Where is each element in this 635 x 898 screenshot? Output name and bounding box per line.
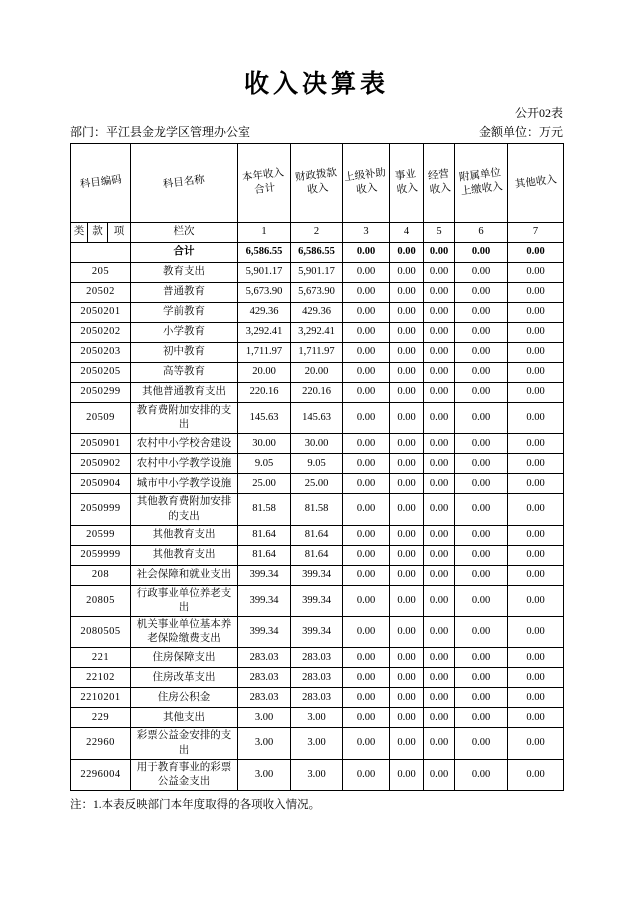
value-cell: 0.00 (343, 403, 390, 434)
value-cell: 0.00 (508, 323, 564, 343)
value-cell: 0.00 (390, 545, 424, 565)
table-note: 注：1.本表反映部门本年度取得的各项收入情况。 (70, 799, 321, 812)
name-cell: 用于教育事业的彩票公益金支出 (131, 759, 238, 790)
value-cell: 81.64 (291, 545, 343, 565)
value-cell: 0.00 (508, 303, 564, 323)
value-cell: 0.00 (455, 283, 508, 303)
value-cell: 9.05 (238, 454, 291, 474)
value-cell: 0.00 (424, 474, 455, 494)
header-col-number-5: 5 (424, 223, 455, 243)
table-row (71, 617, 564, 648)
value-cell: 0.00 (390, 565, 424, 585)
value-cell: 0.00 (424, 545, 455, 565)
value-cell: 0.00 (390, 668, 424, 688)
table-row (71, 688, 564, 708)
code-cell: 2050299 (71, 383, 131, 403)
value-cell: 0.00 (455, 494, 508, 525)
table-row (71, 565, 564, 585)
value-cell: 0.00 (343, 545, 390, 565)
code-cell (71, 243, 131, 263)
value-cell: 0.00 (455, 263, 508, 283)
name-cell: 学前教育 (131, 303, 238, 323)
value-cell: 20.00 (238, 363, 291, 383)
table-row (71, 323, 564, 343)
value-cell: 0.00 (390, 403, 424, 434)
value-cell: 3,292.41 (238, 323, 291, 343)
name-cell: 高等教育 (131, 363, 238, 383)
name-cell: 其他教育支出 (131, 545, 238, 565)
value-cell: 0.00 (455, 688, 508, 708)
value-cell: 0.00 (455, 454, 508, 474)
value-cell: 0.00 (424, 617, 455, 648)
value-cell: 0.00 (390, 688, 424, 708)
value-cell: 0.00 (390, 343, 424, 363)
header-col-number-7: 7 (508, 223, 564, 243)
code-cell: 2050201 (71, 303, 131, 323)
value-cell: 0.00 (343, 363, 390, 383)
value-cell: 0.00 (390, 494, 424, 525)
code-cell: 20502 (71, 283, 131, 303)
name-cell: 住房公积金 (131, 688, 238, 708)
value-cell: 0.00 (343, 454, 390, 474)
value-cell: 0.00 (455, 474, 508, 494)
name-cell: 住房保障支出 (131, 648, 238, 668)
name-cell: 初中教育 (131, 343, 238, 363)
value-cell: 0.00 (424, 565, 455, 585)
name-cell: 其他教育费附加安排的支出 (131, 494, 238, 525)
header-lanci: 栏次 (131, 223, 238, 243)
header-subject-code (71, 144, 131, 223)
code-cell: 20509 (71, 403, 131, 434)
value-cell: 0.00 (424, 283, 455, 303)
value-cell: 429.36 (238, 303, 291, 323)
header-subject-code-label: 科目编码 (78, 174, 122, 191)
meta-row (70, 125, 563, 140)
value-cell: 0.00 (390, 283, 424, 303)
header-col-fiscal-appropriation-label: 财政拨款 收入 (294, 167, 338, 197)
code-cell: 22960 (71, 728, 131, 759)
name-cell: 小学教育 (131, 323, 238, 343)
value-cell: 0.00 (455, 585, 508, 616)
header-col-annual-total-label: 本年收入 合计 (241, 167, 285, 197)
value-cell: 429.36 (291, 303, 343, 323)
value-cell: 283.03 (291, 648, 343, 668)
value-cell: 145.63 (291, 403, 343, 434)
value-cell: 0.00 (455, 403, 508, 434)
table-row (71, 434, 564, 454)
name-cell: 教育费附加安排的支出 (131, 403, 238, 434)
value-cell: 283.03 (238, 688, 291, 708)
value-cell: 0.00 (390, 363, 424, 383)
code-cell: 2050205 (71, 363, 131, 383)
value-cell: 0.00 (390, 383, 424, 403)
value-cell: 81.58 (291, 494, 343, 525)
value-cell: 0.00 (343, 525, 390, 545)
unit-line: 金额单位：万元 (478, 125, 563, 139)
value-cell: 0.00 (343, 565, 390, 585)
header-col-number-2: 2 (291, 223, 343, 243)
value-cell: 0.00 (343, 648, 390, 668)
value-cell: 0.00 (455, 525, 508, 545)
code-cell: 2050902 (71, 454, 131, 474)
value-cell: 0.00 (390, 303, 424, 323)
value-cell: 0.00 (343, 474, 390, 494)
value-cell: 30.00 (238, 434, 291, 454)
value-cell: 399.34 (238, 617, 291, 648)
value-cell: 0.00 (508, 363, 564, 383)
value-cell: 0.00 (424, 303, 455, 323)
value-cell: 0.00 (455, 363, 508, 383)
value-cell: 0.00 (508, 728, 564, 759)
name-cell: 社会保障和就业支出 (131, 565, 238, 585)
name-cell: 其他教育支出 (131, 525, 238, 545)
code-cell: 20805 (71, 585, 131, 616)
value-cell: 0.00 (424, 585, 455, 616)
value-cell: 399.34 (238, 585, 291, 616)
table-row (71, 243, 564, 263)
value-cell: 3.00 (238, 759, 291, 790)
value-cell: 3.00 (291, 759, 343, 790)
table-row (71, 383, 564, 403)
table-row (71, 454, 564, 474)
table-row (71, 648, 564, 668)
code-cell: 2050999 (71, 494, 131, 525)
form-number: 公开02表 (514, 106, 563, 120)
table-row (71, 403, 564, 434)
table-row (71, 494, 564, 525)
value-cell: 0.00 (424, 263, 455, 283)
value-cell: 0.00 (455, 343, 508, 363)
value-cell: 0.00 (508, 454, 564, 474)
value-cell: 0.00 (455, 617, 508, 648)
header-col-fiscal-appropriation (291, 144, 343, 223)
value-cell: 0.00 (390, 454, 424, 474)
value-cell: 0.00 (424, 383, 455, 403)
value-cell: 3.00 (291, 708, 343, 728)
value-cell: 0.00 (455, 243, 508, 263)
value-cell: 0.00 (508, 525, 564, 545)
value-cell: 0.00 (424, 343, 455, 363)
value-cell: 5,673.90 (238, 283, 291, 303)
header-col-number-6: 6 (455, 223, 508, 243)
header-subject-name (131, 144, 238, 223)
header-col-number-1: 1 (238, 223, 291, 243)
value-cell: 0.00 (455, 728, 508, 759)
value-cell: 0.00 (343, 283, 390, 303)
header-row-1 (71, 144, 564, 223)
code-cell: 221 (71, 648, 131, 668)
table-row (71, 759, 564, 790)
value-cell: 0.00 (343, 263, 390, 283)
value-cell: 0.00 (455, 303, 508, 323)
value-cell: 0.00 (508, 648, 564, 668)
code-cell: 229 (71, 708, 131, 728)
value-cell: 0.00 (343, 343, 390, 363)
code-cell: 2080505 (71, 617, 131, 648)
page-title: 收入决算表 (243, 71, 389, 98)
value-cell: 1,711.97 (238, 343, 291, 363)
value-cell: 0.00 (343, 585, 390, 616)
value-cell: 0.00 (424, 728, 455, 759)
value-cell: 9.05 (291, 454, 343, 474)
value-cell: 0.00 (424, 668, 455, 688)
value-cell: 25.00 (238, 474, 291, 494)
value-cell: 0.00 (508, 383, 564, 403)
value-cell: 6,586.55 (291, 243, 343, 263)
value-cell: 0.00 (390, 617, 424, 648)
value-cell: 0.00 (424, 648, 455, 668)
value-cell: 0.00 (455, 545, 508, 565)
value-cell: 81.64 (291, 525, 343, 545)
value-cell: 81.64 (238, 545, 291, 565)
name-cell: 其他普通教育支出 (131, 383, 238, 403)
table-row (71, 263, 564, 283)
header-col-other-income-label: 其他收入 (513, 174, 557, 191)
table-row (71, 303, 564, 323)
value-cell: 0.00 (508, 759, 564, 790)
table-row (71, 728, 564, 759)
value-cell: 5,901.17 (238, 263, 291, 283)
department-line: 部门：平江县金龙学区管理办公室 (70, 125, 251, 139)
value-cell: 0.00 (508, 617, 564, 648)
value-cell: 0.00 (390, 648, 424, 668)
header-col-other-income (508, 144, 564, 223)
value-cell: 399.34 (291, 617, 343, 648)
header-code-xiang: 项 (108, 223, 131, 243)
value-cell: 0.00 (424, 759, 455, 790)
code-cell: 2210201 (71, 688, 131, 708)
code-cell: 2050202 (71, 323, 131, 343)
value-cell: 3.00 (291, 728, 343, 759)
value-cell: 0.00 (424, 494, 455, 525)
value-cell: 0.00 (424, 454, 455, 474)
value-cell: 0.00 (508, 434, 564, 454)
value-cell: 0.00 (343, 323, 390, 343)
value-cell: 5,901.17 (291, 263, 343, 283)
value-cell: 0.00 (343, 708, 390, 728)
header-col-operating-income (424, 144, 455, 223)
table-row (71, 708, 564, 728)
value-cell: 0.00 (508, 668, 564, 688)
header-code-lei: 类 (71, 223, 88, 243)
name-cell: 普通教育 (131, 283, 238, 303)
code-cell: 22102 (71, 668, 131, 688)
header-code-kuan: 款 (88, 223, 108, 243)
table-row (71, 474, 564, 494)
table-row (71, 668, 564, 688)
value-cell: 283.03 (291, 688, 343, 708)
income-table (70, 143, 564, 791)
value-cell: 283.03 (291, 668, 343, 688)
header-row-2 (71, 223, 564, 243)
value-cell: 0.00 (424, 688, 455, 708)
value-cell: 399.34 (291, 585, 343, 616)
value-cell: 0.00 (455, 323, 508, 343)
value-cell: 0.00 (343, 243, 390, 263)
code-cell: 2050901 (71, 434, 131, 454)
value-cell: 0.00 (343, 383, 390, 403)
value-cell: 0.00 (424, 434, 455, 454)
value-cell: 0.00 (390, 728, 424, 759)
value-cell: 0.00 (508, 343, 564, 363)
name-cell: 农村中小学教学设施 (131, 454, 238, 474)
value-cell: 0.00 (455, 708, 508, 728)
value-cell: 399.34 (238, 565, 291, 585)
name-cell: 彩票公益金安排的支出 (131, 728, 238, 759)
value-cell: 0.00 (508, 263, 564, 283)
table-row (71, 585, 564, 616)
value-cell: 399.34 (291, 565, 343, 585)
value-cell: 0.00 (390, 243, 424, 263)
name-cell: 行政事业单位养老支出 (131, 585, 238, 616)
value-cell: 30.00 (291, 434, 343, 454)
value-cell: 0.00 (343, 728, 390, 759)
value-cell: 0.00 (390, 323, 424, 343)
name-cell: 合计 (131, 243, 238, 263)
table-row (71, 363, 564, 383)
value-cell: 0.00 (390, 263, 424, 283)
value-cell: 0.00 (343, 668, 390, 688)
code-cell: 205 (71, 263, 131, 283)
value-cell: 1,711.97 (291, 343, 343, 363)
value-cell: 0.00 (508, 243, 564, 263)
value-cell: 283.03 (238, 648, 291, 668)
value-cell: 81.58 (238, 494, 291, 525)
header-col-operating-income-label: 经营 收入 (426, 168, 451, 197)
value-cell: 0.00 (424, 243, 455, 263)
header-subject-name-label: 科目名称 (162, 174, 206, 191)
value-cell: 220.16 (238, 383, 291, 403)
value-cell: 0.00 (424, 323, 455, 343)
name-cell: 机关事业单位基本养老保险缴费支出 (131, 617, 238, 648)
value-cell: 0.00 (343, 617, 390, 648)
value-cell: 3,292.41 (291, 323, 343, 343)
value-cell: 3.00 (238, 728, 291, 759)
value-cell: 0.00 (390, 525, 424, 545)
value-cell: 0.00 (343, 759, 390, 790)
header-col-superior-subsidy-label: 上级补助 收入 (343, 167, 387, 197)
value-cell: 0.00 (390, 759, 424, 790)
name-cell: 教育支出 (131, 263, 238, 283)
value-cell: 0.00 (343, 494, 390, 525)
code-cell: 2296004 (71, 759, 131, 790)
value-cell: 0.00 (455, 434, 508, 454)
value-cell: 0.00 (455, 648, 508, 668)
value-cell: 0.00 (390, 585, 424, 616)
value-cell: 0.00 (455, 565, 508, 585)
value-cell: 81.64 (238, 525, 291, 545)
value-cell: 0.00 (424, 708, 455, 728)
code-cell: 2050904 (71, 474, 131, 494)
value-cell: 0.00 (508, 494, 564, 525)
name-cell: 农村中小学校舍建设 (131, 434, 238, 454)
header-col-business-income (390, 144, 424, 223)
value-cell: 0.00 (508, 474, 564, 494)
value-cell: 0.00 (424, 525, 455, 545)
value-cell: 0.00 (508, 283, 564, 303)
header-col-business-income-label: 事业 收入 (394, 168, 419, 197)
header-col-affiliated-units-label: 附属单位 上缴收入 (458, 167, 504, 198)
value-cell: 0.00 (508, 585, 564, 616)
value-cell: 0.00 (390, 474, 424, 494)
value-cell: 0.00 (455, 759, 508, 790)
header-col-annual-total (238, 144, 291, 223)
code-cell: 2059999 (71, 545, 131, 565)
header-col-number-3: 3 (343, 223, 390, 243)
table-row (71, 343, 564, 363)
value-cell: 0.00 (508, 545, 564, 565)
value-cell: 6,586.55 (238, 243, 291, 263)
value-cell: 25.00 (291, 474, 343, 494)
value-cell: 0.00 (343, 688, 390, 708)
value-cell: 0.00 (390, 434, 424, 454)
header-col-superior-subsidy (343, 144, 390, 223)
value-cell: 145.63 (238, 403, 291, 434)
table-row (71, 283, 564, 303)
value-cell: 0.00 (508, 708, 564, 728)
header-col-number-4: 4 (390, 223, 424, 243)
value-cell: 0.00 (455, 668, 508, 688)
value-cell: 0.00 (508, 688, 564, 708)
value-cell: 0.00 (390, 708, 424, 728)
value-cell: 0.00 (455, 383, 508, 403)
value-cell: 0.00 (424, 403, 455, 434)
value-cell: 5,673.90 (291, 283, 343, 303)
code-cell: 208 (71, 565, 131, 585)
value-cell: 0.00 (508, 403, 564, 434)
name-cell: 住房改革支出 (131, 668, 238, 688)
name-cell: 其他支出 (131, 708, 238, 728)
value-cell: 0.00 (508, 565, 564, 585)
value-cell: 0.00 (343, 434, 390, 454)
value-cell: 220.16 (291, 383, 343, 403)
code-cell: 20599 (71, 525, 131, 545)
value-cell: 0.00 (343, 303, 390, 323)
code-cell: 2050203 (71, 343, 131, 363)
value-cell: 0.00 (424, 363, 455, 383)
value-cell: 283.03 (238, 668, 291, 688)
table-row (71, 545, 564, 565)
table-row (71, 525, 564, 545)
value-cell: 3.00 (238, 708, 291, 728)
header-col-affiliated-units (455, 144, 508, 223)
value-cell: 20.00 (291, 363, 343, 383)
name-cell: 城市中小学教学设施 (131, 474, 238, 494)
